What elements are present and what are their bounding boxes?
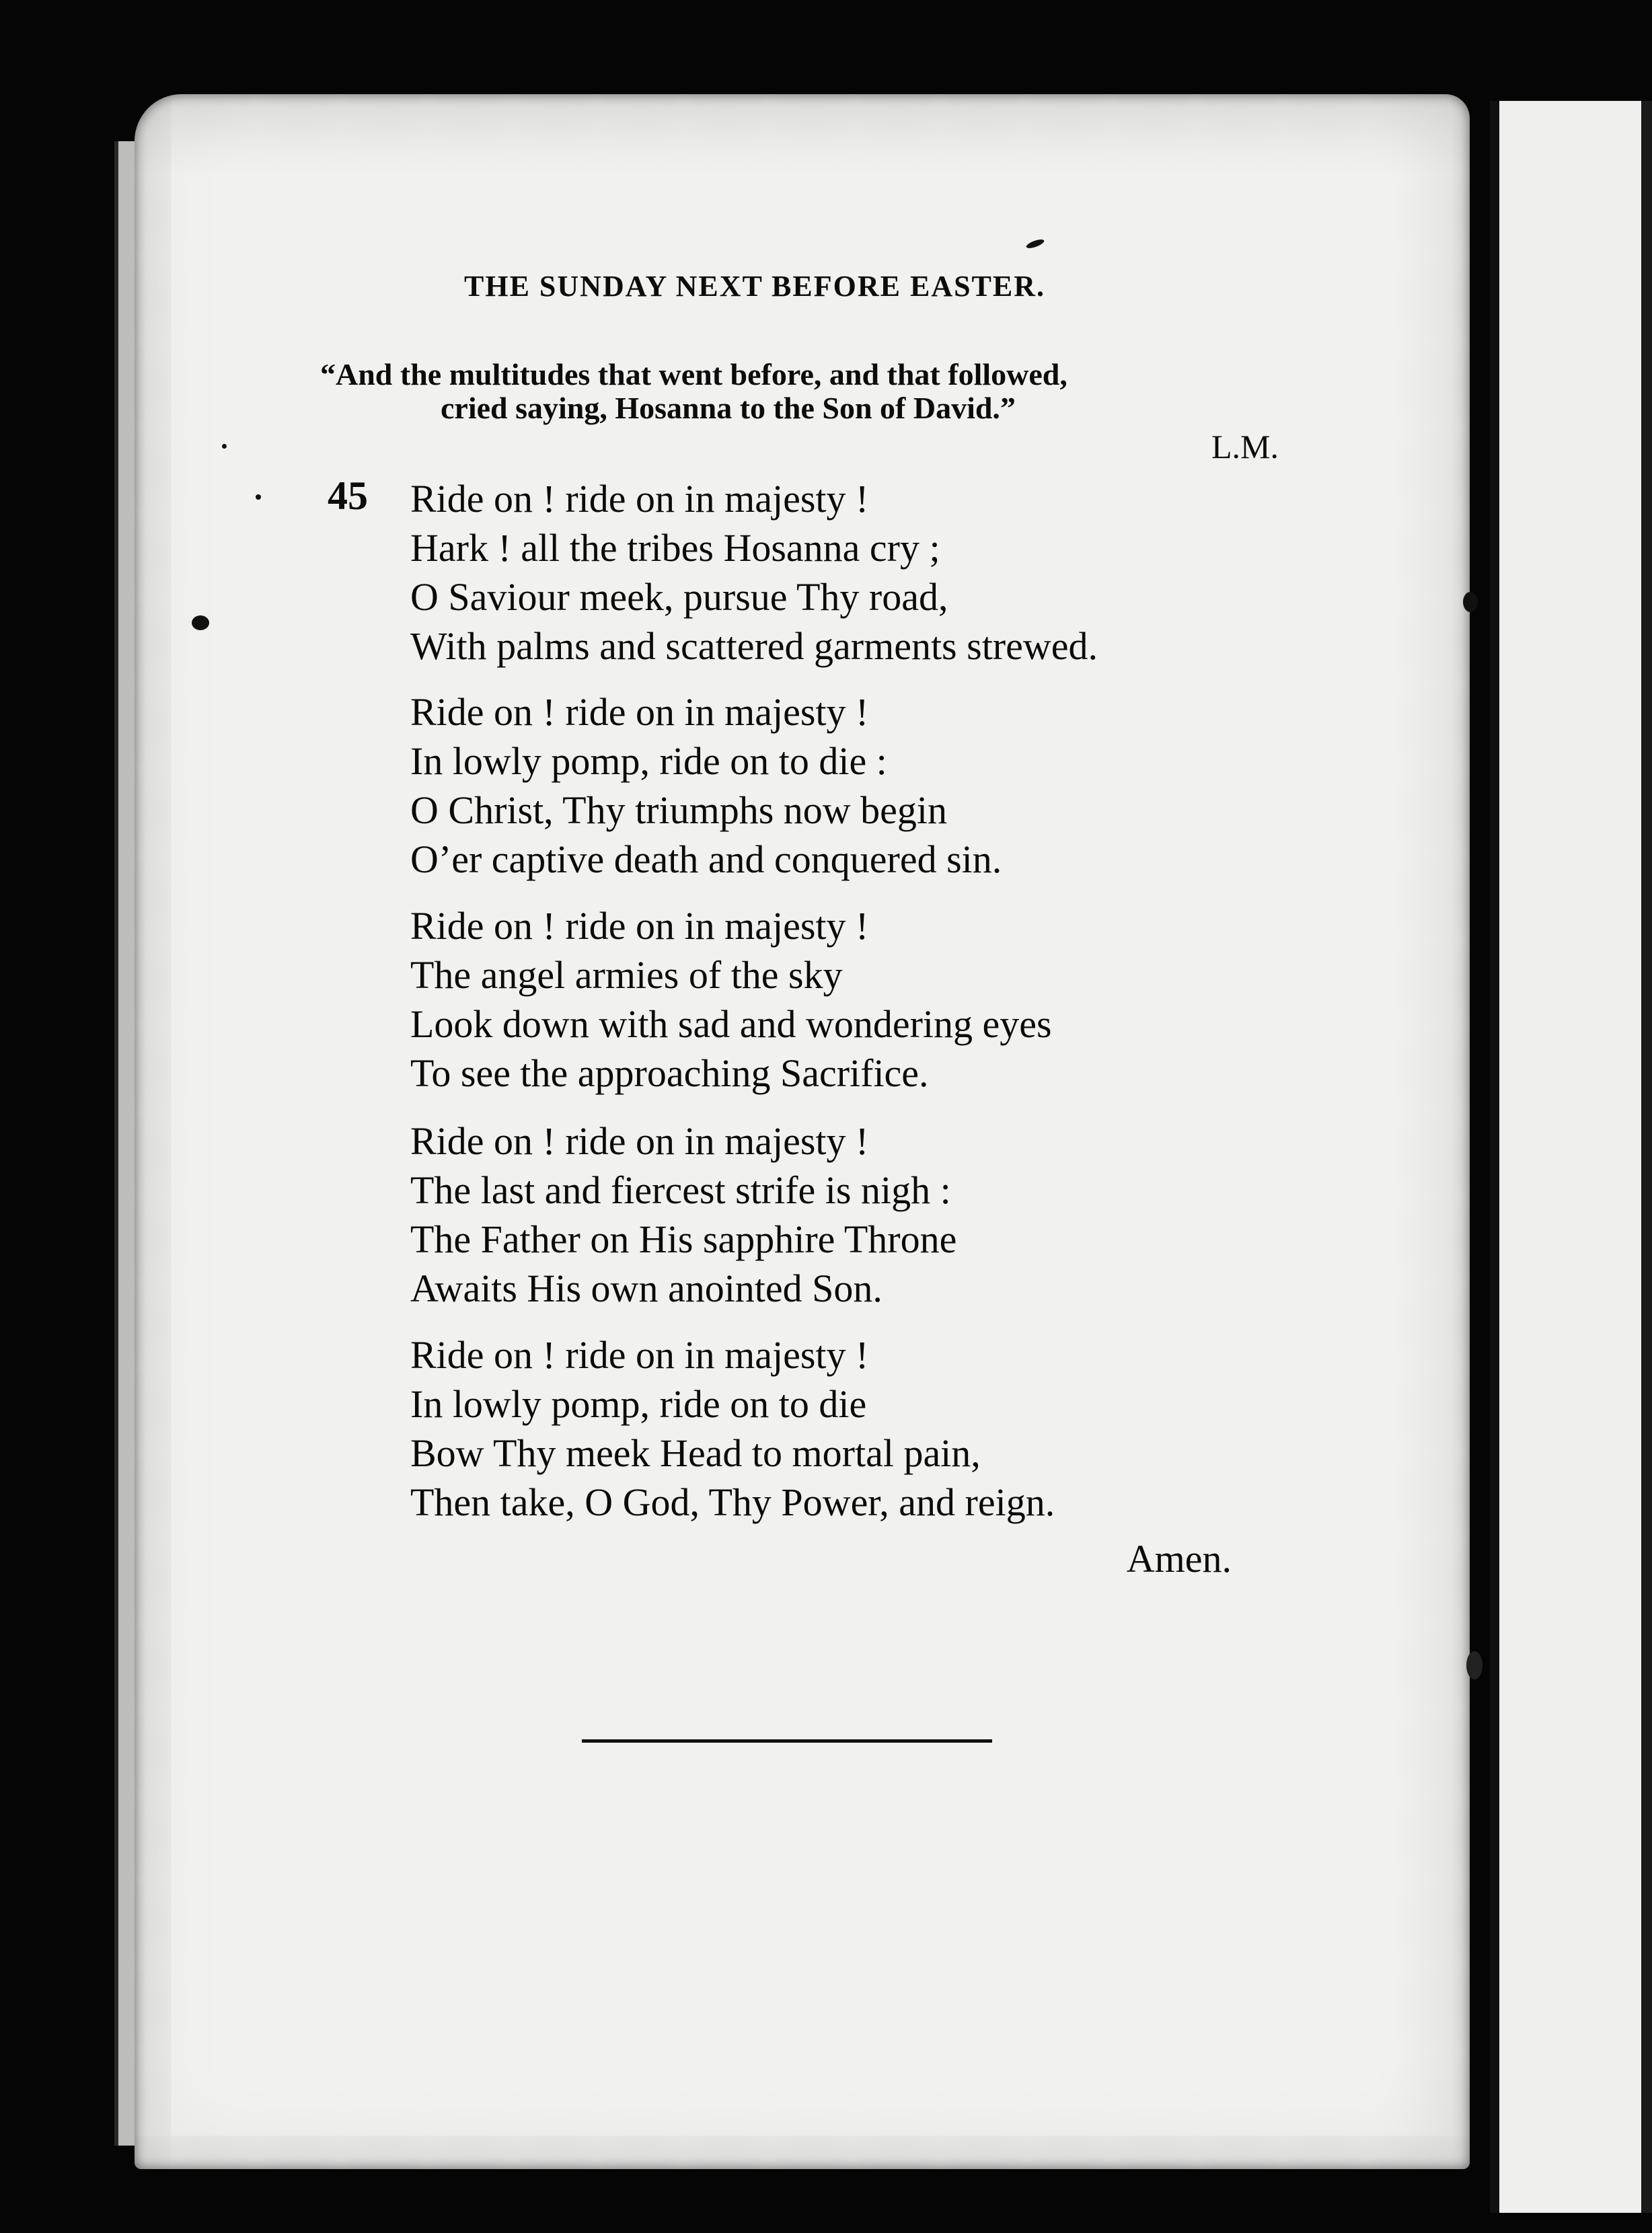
stanza-4 [410,1116,1318,1313]
stanza-3 [410,901,1318,1098]
ink-speck [256,494,261,500]
end-rule [582,1739,992,1743]
ink-speck [192,615,209,630]
verse-line: Ride on ! ride on in majesty ! [410,1119,869,1163]
verse-line: Then take, O God, Thy Power, and reign. [410,1480,1055,1524]
page-header: THE SUNDAY NEXT BEFORE EASTER. [464,270,1046,303]
verse-line: The last and fiercest strife is nigh : [410,1168,951,1212]
verse-line: Ride on ! ride on in majesty ! [410,1333,869,1377]
stanza-5 [410,1330,1318,1527]
stanza-1 [410,474,1318,671]
amen-label: Amen. [1126,1537,1232,1581]
ink-speck [1463,592,1478,612]
ink-speck [1466,1651,1482,1679]
epigraph-line-1: “And the multitudes that went before, and that followed, [320,357,1067,391]
verse-line: Hark ! all the tribes Hosanna cry ; [410,526,940,570]
book-binding [114,141,137,2146]
verse-line: To see the approaching Sacrifice. [410,1051,929,1095]
verse-line: Ride on ! ride on in majesty ! [410,904,869,948]
verse-line: O Saviour meek, pursue Thy road, [410,575,948,619]
verse-line: The Father on His sapphire Throne [410,1217,957,1261]
epigraph-line-2: cried saying, Hosanna to the Son of David.” [441,391,1016,425]
verse-line: O Christ, Thy triumphs now begin [410,788,948,832]
verse-line: O’er captive death and conquered sin. [410,837,1002,881]
stanza-2 [410,687,1318,884]
ink-speck [222,444,227,449]
verse-line: Awaits His own anointed Son. [410,1266,883,1310]
verse-line: With palms and scattered garments strewed. [410,624,1098,668]
facing-page-edge [1490,101,1652,2213]
verse-line: In lowly pomp, ride on to die [410,1382,867,1426]
verse-line: The angel armies of the sky [410,953,843,997]
verse-line: Ride on ! ride on in majesty ! [410,477,869,521]
verse-line: In lowly pomp, ride on to die : [410,739,887,783]
hymn-number: 45 [328,474,368,518]
facing-page-shadow [1641,101,1652,2213]
verse-line: Look down with sad and wondering eyes [410,1002,1052,1046]
verse-line: Ride on ! ride on in majesty ! [410,690,869,734]
meter-label: L.M. [1211,428,1279,465]
verse-line: Bow Thy meek Head to mortal pain, [410,1431,981,1475]
